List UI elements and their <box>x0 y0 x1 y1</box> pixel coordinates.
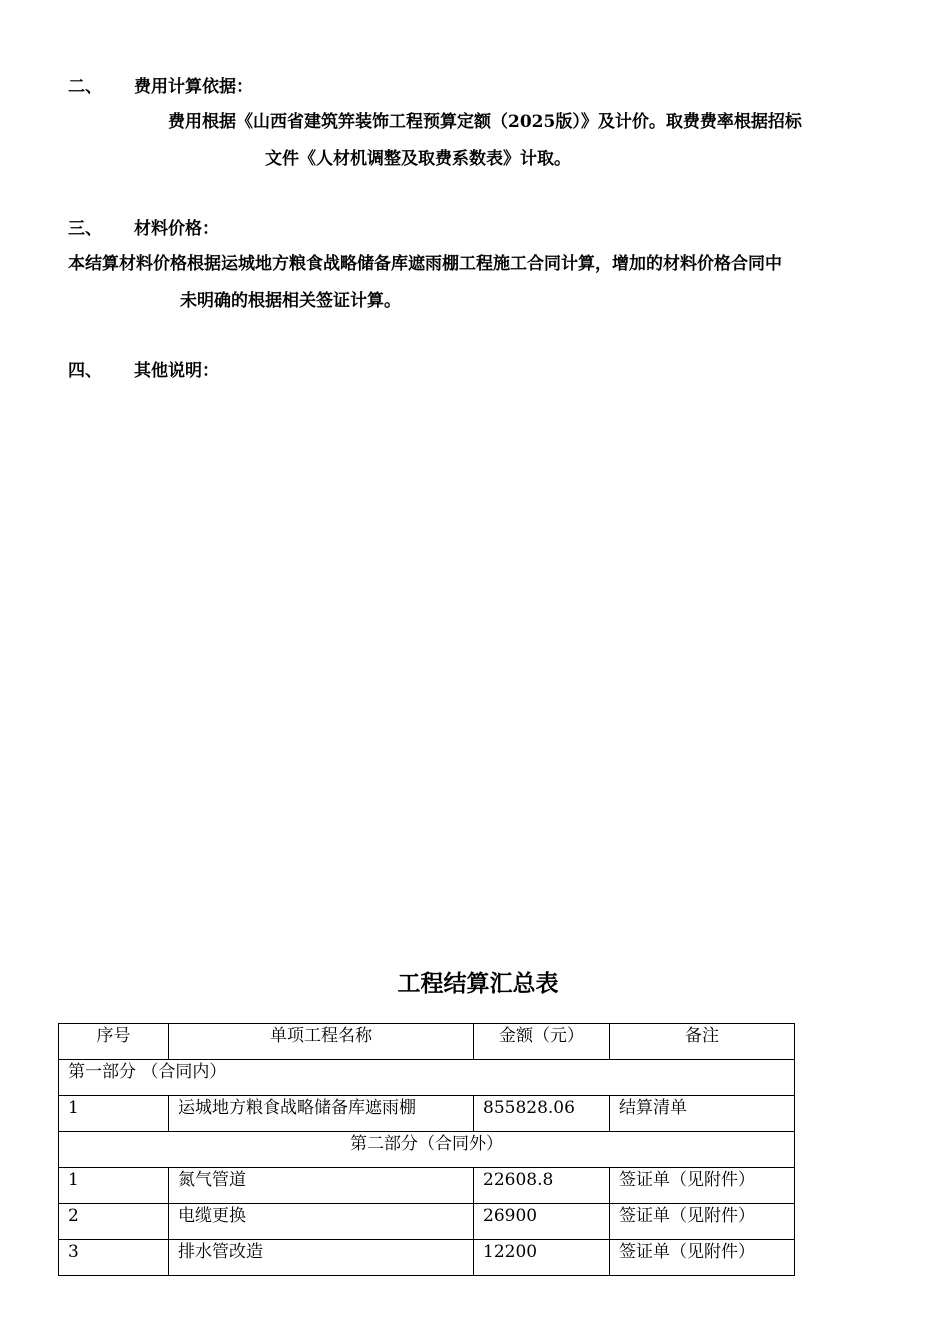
header-name: 单项工程名称 <box>169 1024 474 1060</box>
table-header-row <box>59 1024 795 1060</box>
row-amount: 855828.06 <box>474 1096 610 1132</box>
row-index: 1 <box>59 1168 169 1204</box>
part1-label: 第一部分 （合同内） <box>59 1060 795 1096</box>
section-number: 四、 <box>68 361 102 381</box>
part1-label-row <box>59 1060 795 1096</box>
table-row <box>59 1240 795 1276</box>
part2-label: 第二部分（合同外） <box>59 1132 795 1168</box>
row-name: 氮气管道 <box>169 1168 474 1204</box>
fee-basis-text-line2: 文件《人材机调整及取费系数表》计取。 <box>265 149 571 169</box>
section-heading: 其他说明： <box>134 361 219 381</box>
row-name: 运城地方粮食战略储备库遮雨棚 <box>169 1096 474 1132</box>
section-material-price-heading <box>68 218 219 240</box>
material-price-text-line1: 本结算材料价格根据运城地方粮食战略储备库遮雨棚工程施工合同计算，增加的材料价格合同中 <box>68 254 782 274</box>
row-remark: 结算清单 <box>610 1096 795 1132</box>
part2-label-row <box>59 1132 795 1168</box>
row-name: 电缆更换 <box>169 1204 474 1240</box>
table-row <box>59 1168 795 1204</box>
section-other-notes-heading <box>68 360 219 382</box>
row-index: 2 <box>59 1204 169 1240</box>
material-price-text-line2: 未明确的根据相关签证计算。 <box>180 291 401 311</box>
section-number: 二、 <box>68 77 102 97</box>
header-amount: 金额（元） <box>474 1024 610 1060</box>
section-fee-basis-heading <box>68 76 253 98</box>
summary-table <box>58 1023 795 1276</box>
section-number: 三、 <box>68 219 102 239</box>
row-amount: 22608.8 <box>474 1168 610 1204</box>
row-index: 3 <box>59 1240 169 1276</box>
table-row <box>59 1096 795 1132</box>
header-remark: 备注 <box>610 1024 795 1060</box>
fee-basis-text-line1: 费用根据《山西省建筑笄装饰工程预算定额（2025版）》及计价。取费费率根据招标 <box>168 112 802 132</box>
section-heading: 费用计算依据： <box>134 77 253 97</box>
row-remark: 签证单（见附件） <box>610 1204 795 1240</box>
summary-table-title: 工程结算汇总表 <box>397 970 559 997</box>
table-row <box>59 1204 795 1240</box>
row-index: 1 <box>59 1096 169 1132</box>
header-index: 序号 <box>59 1024 169 1060</box>
row-remark: 签证单（见附件） <box>610 1168 795 1204</box>
row-amount: 12200 <box>474 1240 610 1276</box>
row-remark: 签证单（见附件） <box>610 1240 795 1276</box>
row-amount: 26900 <box>474 1204 610 1240</box>
row-name: 排水管改造 <box>169 1240 474 1276</box>
section-heading: 材料价格： <box>134 219 219 239</box>
